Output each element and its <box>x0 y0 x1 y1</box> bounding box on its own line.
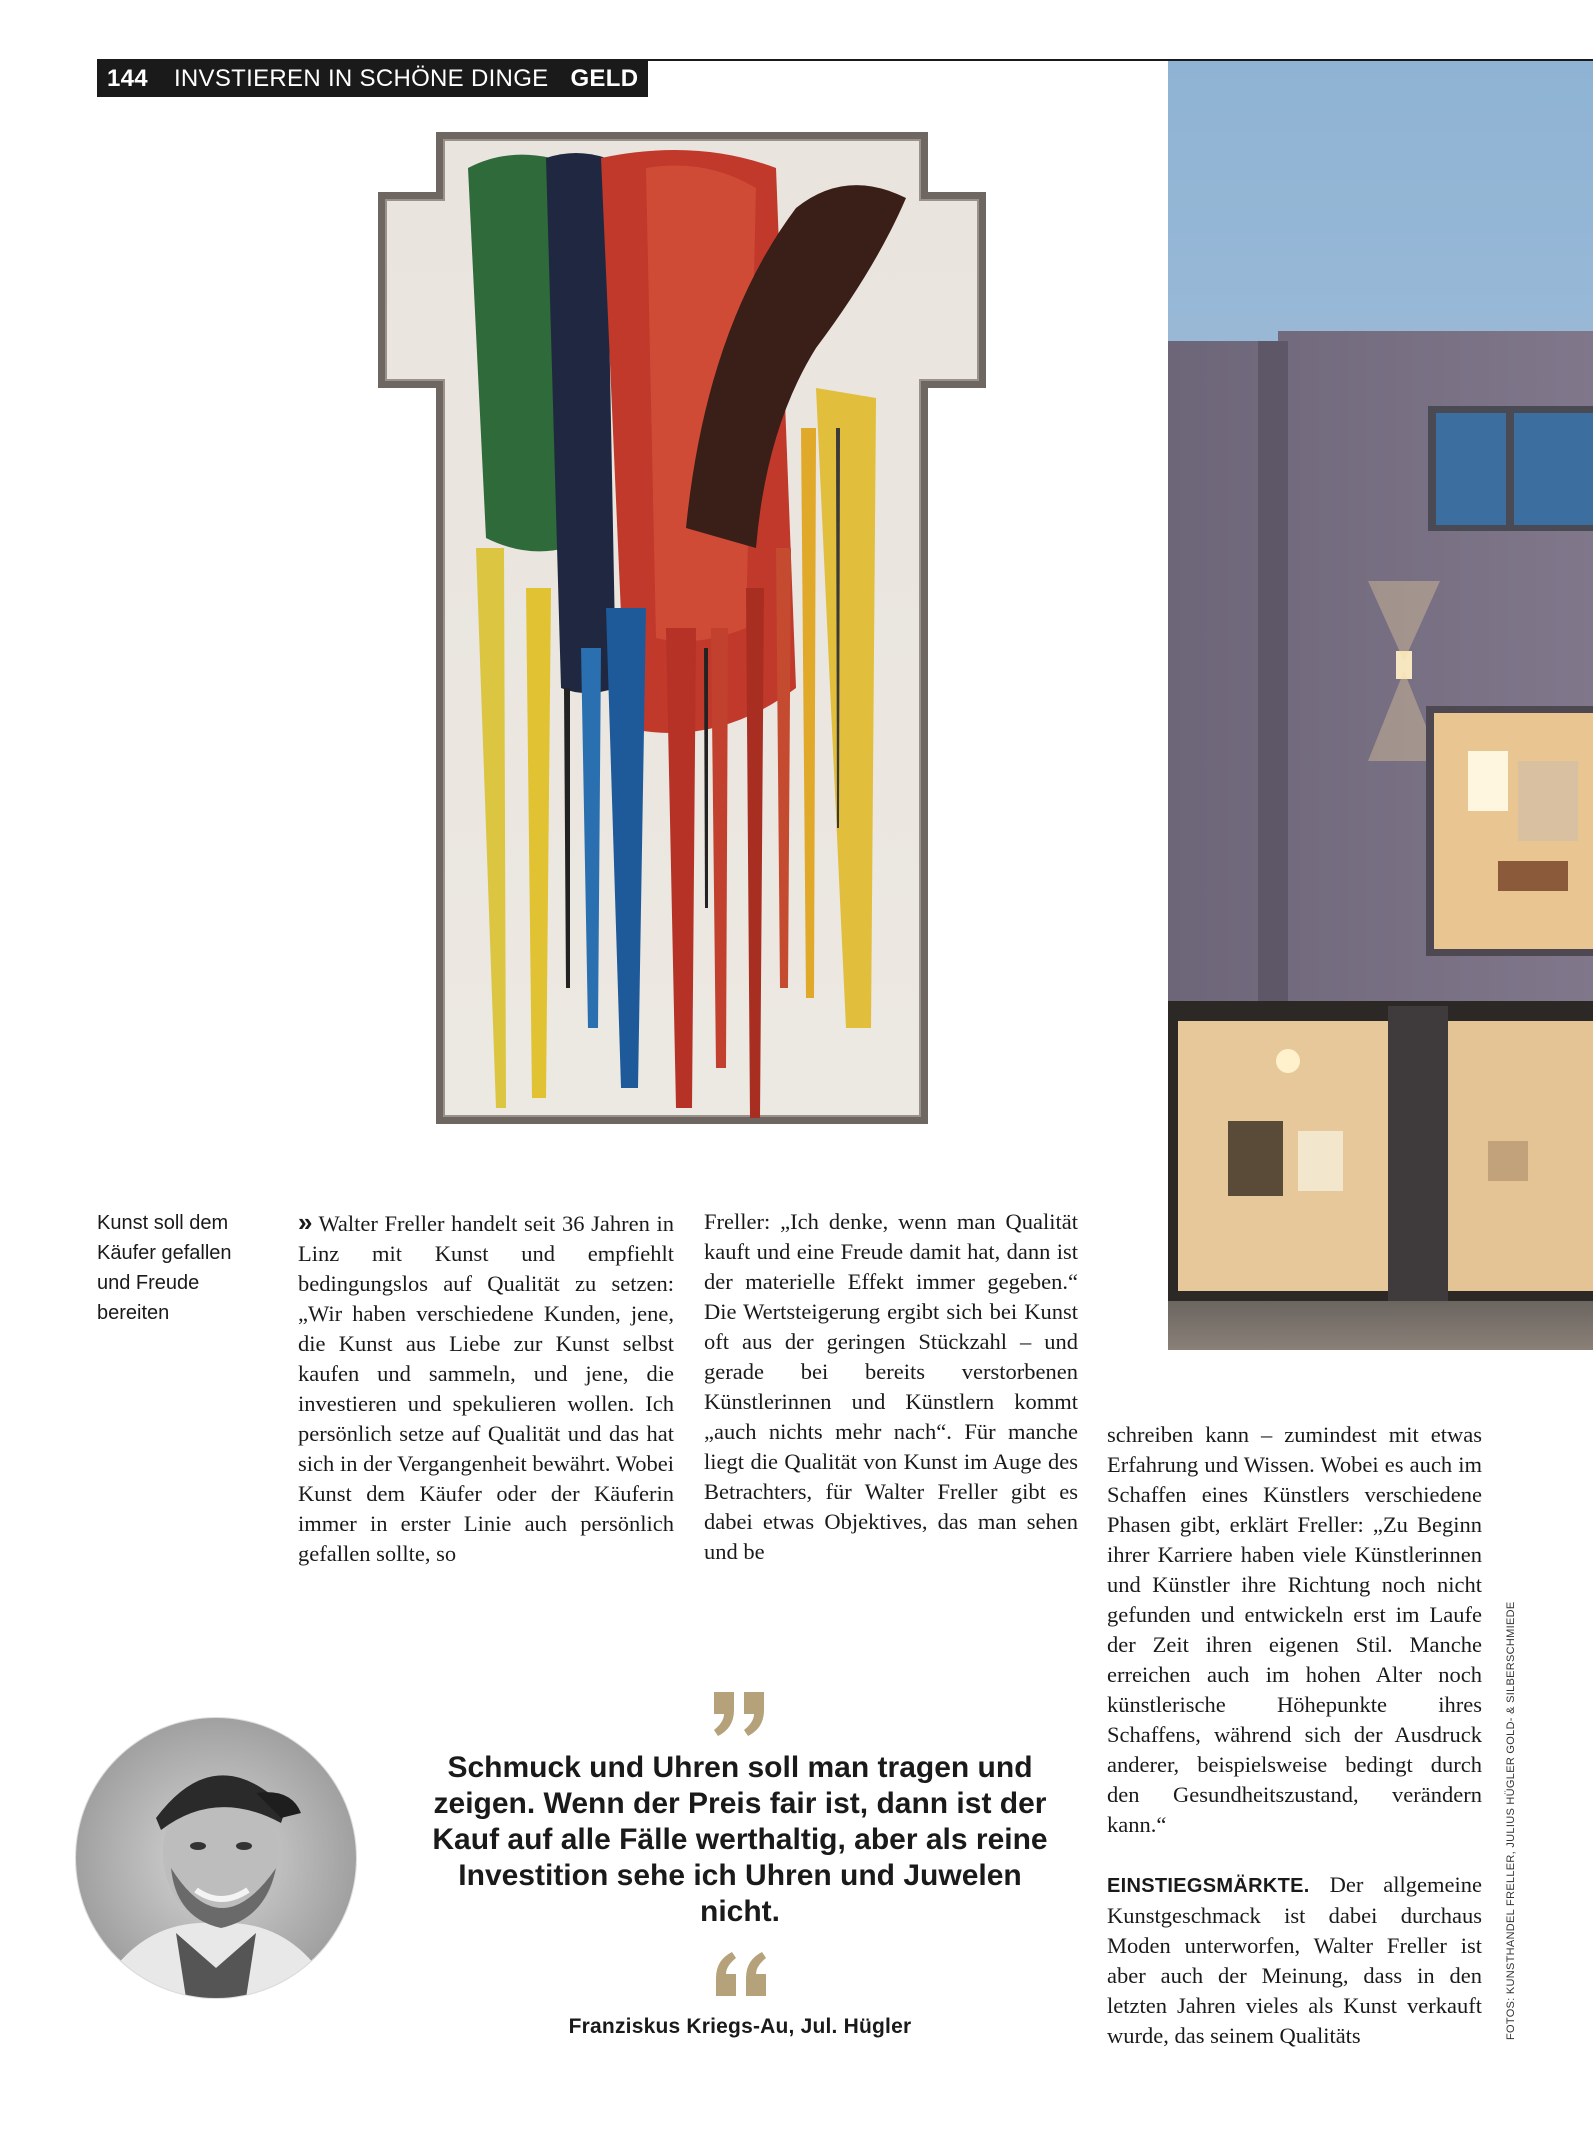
article-text-col3-p1: schreiben kann – zumindest mit etwas Erfahrung und Wissen. Wobei es auch im Schaffen eines Künstlers verschiedene Phasen gibt, erklärt Freller: „Zu Beginn ihrer Karriere haben viele Künstlerinnen und Künstler ihre Richtung noch nicht gefunden und entwickeln erst im Laufe der Zeit ihren eigenen Stil. Manche erreichen auch im hohen Alter noch künstlerische Höhepunkte ihres Schaffens, während sich der Ausdruck anderer, beispielsweise bedingt durch den Gesundheitszustand, verändern kann.“ <box>1107 1422 1482 1837</box>
article-text-col1: Walter Freller handelt seit 36 Jahren in Linz mit Kunst und empfiehlt bedingungslos auf Qualität zu setzen: „Wir haben verschiedene Kunden, jene, die Kunst aus Liebe zur Kunst selbst kaufen und sammeln, und jene, die investieren und spekulieren wollen. Ich persönlich setze auf Qualität und das hat sich in der Vergangenheit bewährt. Wobei Kunst dem Käufer oder der Käuferin immer in erster Linie auch persönlich gefallen sollte, so <box>298 1211 674 1566</box>
quote-attribution: Franziskus Kriegs-Au, Jul. Hügler <box>568 2015 912 2038</box>
running-header <box>97 61 648 97</box>
section-title: INVSTIEREN IN SCHÖNE DINGE <box>173 65 549 92</box>
article-text-col3-p2: Der allgemeine Kunstgeschmack ist dabei durchaus Moden unterworfen, Walter Freller ist aber auch der Meinung, dass in den letzten Jahren vieles als Kunst verkauft wurde, das seinem Qualitäts <box>1107 1872 1482 2048</box>
article-column-3 <box>1107 1420 1482 2051</box>
painting-image <box>376 128 988 1128</box>
portrait-photo <box>76 1718 356 1998</box>
quote-open-icon <box>710 1692 770 1736</box>
photo-credit: FOTOS: KUNSTHANDEL FRELLER, JULIUS HÜGLER GOLD- & SILBERSCHMIEDE <box>1505 1601 1517 2040</box>
pull-quote: Schmuck und Uhren soll man tragen und zeigen. Wenn der Preis fair ist, dann ist der Kauf auf alle Fälle werthaltig, aber als reine Investition sehe ich Uhren und Juwelen nicht. <box>432 1751 1048 1928</box>
article-column-2 <box>704 1207 1078 1567</box>
image-caption: Kunst soll dem Käufer gefallen und Freude bereiten <box>97 1212 232 1324</box>
article-text-col2: Freller: „Ich denke, wenn man Qualität kauft und eine Freude damit hat, dann ist der materielle Effekt immer gegeben.“ Die Wertsteigerung ergibt sich bei Kunst oft aus der geringen Stückzahl – und gerade bei bereits verstorbenen Künstlerinnen und Künstlern kommt „auch nichts mehr nach“. Für manche liegt die Qualität von Kunst im Auge des Betrachters, für Walter Freller gibt es dabei etwas Objektives, das man sehen und be <box>704 1209 1078 1564</box>
quote-close-icon <box>710 1952 770 1996</box>
page-number: 144 <box>107 65 148 92</box>
subheading: EINSTIEGSMÄRKTE. <box>1107 1875 1310 1897</box>
category-label: GELD <box>570 65 639 92</box>
article-start-marker: » <box>298 1207 313 1237</box>
article-column-1 <box>298 1207 674 1569</box>
gallery-building-photo <box>1168 61 1593 1350</box>
